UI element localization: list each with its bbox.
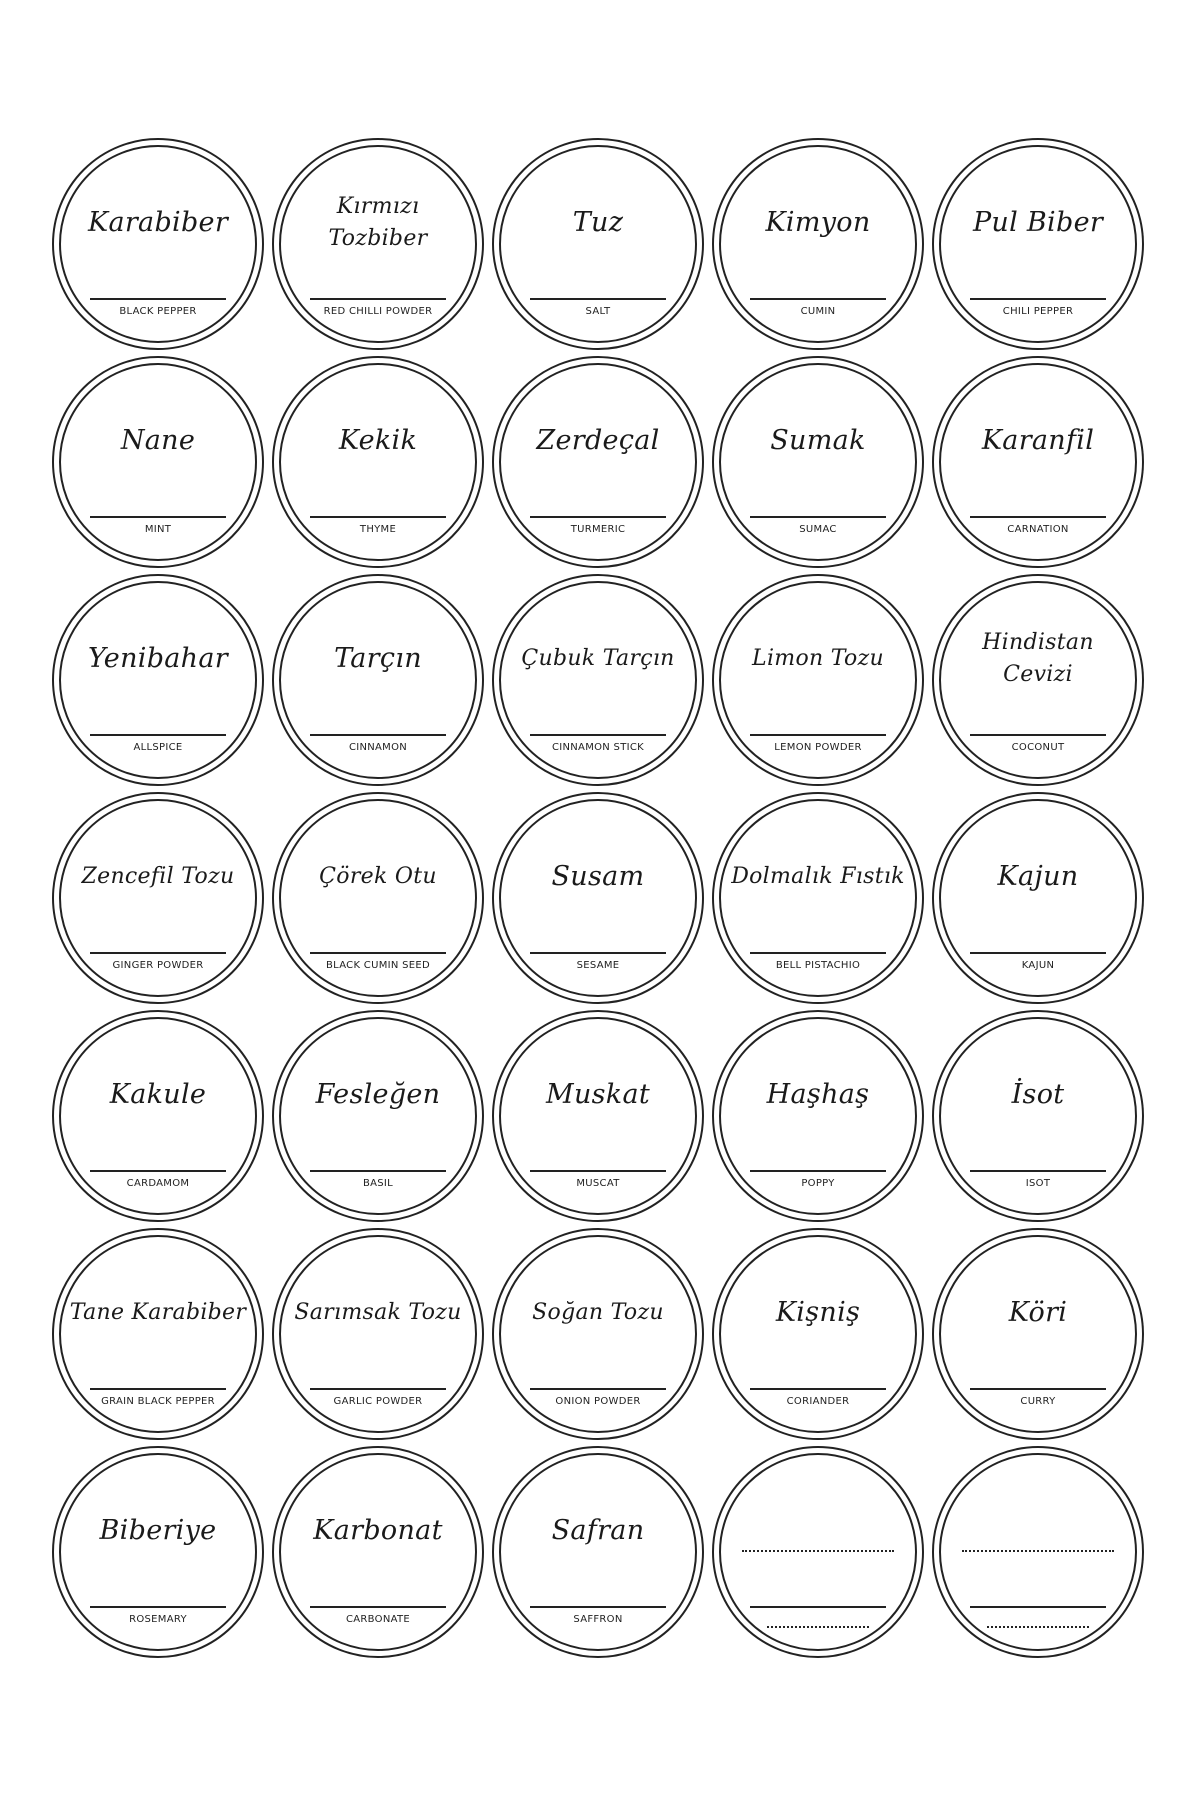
spice-label: [932, 1010, 1144, 1222]
divider-line: [310, 1388, 446, 1390]
divider-line: [530, 1170, 666, 1172]
spice-label: [492, 138, 704, 350]
spice-name-script: Çubuk Tarçın: [521, 646, 675, 671]
spice-label: [712, 574, 924, 786]
spice-name-english: CINNAMON: [348, 742, 408, 753]
spice-name-script: Tane Karabiber: [69, 1300, 247, 1325]
divider-line: [970, 952, 1106, 954]
spice-label: [492, 1446, 704, 1658]
spice-label: [52, 1010, 264, 1222]
spice-label: [932, 574, 1144, 786]
spice-name-english: LEMON POWDER: [774, 742, 862, 753]
divider-line: [750, 1388, 886, 1390]
spice-label: [272, 574, 484, 786]
spice-name-script: Haşhaş: [766, 1079, 870, 1110]
spice-label: [52, 356, 264, 568]
spice-label: [52, 138, 264, 350]
spice-name-english: SESAME: [576, 960, 620, 971]
divider-line: [90, 952, 226, 954]
blank-label: [932, 1446, 1144, 1658]
spice-label: [712, 1010, 924, 1222]
spice-name-script: Soğan Tozu: [532, 1300, 664, 1325]
blank-label: [712, 1446, 924, 1658]
spice-name-english: THYME: [359, 524, 397, 535]
spice-name-english: COCONUT: [1011, 742, 1065, 753]
divider-line: [970, 734, 1106, 736]
divider-line: [970, 1606, 1106, 1608]
divider-line: [90, 1606, 226, 1608]
spice-name-script: Biberiye: [99, 1515, 217, 1546]
spice-label: [492, 1010, 704, 1222]
spice-name-english: BLACK PEPPER: [119, 306, 197, 317]
divider-line: [530, 298, 666, 300]
spice-label: [52, 792, 264, 1004]
spice-name-english: TURMERIC: [570, 524, 626, 535]
spice-name-english: POPPY: [801, 1178, 835, 1189]
dotted-caption-line: [767, 1626, 869, 1628]
spice-label: [712, 138, 924, 350]
spice-label: [52, 574, 264, 786]
spice-name-script: Hindistan Cevizi: [982, 630, 1094, 687]
divider-line: [970, 298, 1106, 300]
spice-name-script: Karabiber: [87, 207, 229, 238]
spice-label: [272, 792, 484, 1004]
spice-name-script: Çörek Otu: [319, 864, 437, 889]
spice-name-english: BLACK CUMIN SEED: [325, 960, 431, 971]
inner-ring: [939, 1453, 1137, 1651]
spice-name-script: Kırmızı Tozbiber: [328, 194, 428, 251]
spice-name-script: Muskat: [546, 1079, 650, 1110]
spice-name-english: ONION POWDER: [555, 1396, 641, 1407]
spice-name-english: SALT: [585, 306, 611, 317]
spice-name-english: MINT: [144, 524, 172, 535]
divider-line: [90, 734, 226, 736]
dotted-writing-line: [742, 1550, 894, 1552]
dotted-writing-line: [962, 1550, 1114, 1552]
spice-label: [492, 792, 704, 1004]
spice-label: [272, 1446, 484, 1658]
divider-line: [970, 516, 1106, 518]
spice-label: [492, 1228, 704, 1440]
spice-label: [932, 138, 1144, 350]
divider-line: [90, 1170, 226, 1172]
divider-line: [530, 734, 666, 736]
divider-line: [90, 298, 226, 300]
spice-label: [52, 1446, 264, 1658]
spice-name-script: Kekik: [338, 425, 418, 456]
inner-ring: [719, 1453, 917, 1651]
divider-line: [530, 1606, 666, 1608]
divider-line: [310, 952, 446, 954]
spice-name-script: Zencefil Tozu: [81, 864, 235, 889]
spice-label: [272, 1228, 484, 1440]
spice-name-english: CUMIN: [800, 306, 836, 317]
spice-label: [492, 356, 704, 568]
divider-line: [530, 1388, 666, 1390]
spice-name-english: CORIANDER: [786, 1396, 850, 1407]
spice-name-script: Zerdeçal: [536, 425, 660, 456]
divider-line: [750, 516, 886, 518]
spice-name-english: CURRY: [1020, 1396, 1056, 1407]
spice-name-english: SUMAC: [799, 524, 837, 535]
spice-name-english: MUSCAT: [576, 1178, 620, 1189]
spice-name-english: KAJUN: [1021, 960, 1055, 971]
spice-label: [712, 1228, 924, 1440]
divider-line: [750, 952, 886, 954]
spice-name-english: BELL PISTACHIO: [775, 960, 861, 971]
spice-name-script: İsot: [1011, 1079, 1065, 1110]
spice-name-english: ALLSPICE: [133, 742, 183, 753]
dotted-caption-line: [987, 1626, 1089, 1628]
divider-line: [90, 516, 226, 518]
divider-line: [310, 1606, 446, 1608]
spice-name-script: Limon Tozu: [752, 646, 884, 671]
spice-name-english: GINGER POWDER: [112, 960, 204, 971]
spice-name-english: BASIL: [362, 1178, 394, 1189]
spice-name-english: GRAIN BLACK PEPPER: [101, 1396, 215, 1407]
spice-label: [932, 792, 1144, 1004]
spice-name-script: Köri: [1008, 1297, 1068, 1328]
spice-name-script: Tarçın: [334, 643, 422, 674]
divider-line: [750, 1170, 886, 1172]
divider-line: [970, 1388, 1106, 1390]
divider-line: [530, 516, 666, 518]
spice-name-script: Safran: [551, 1515, 645, 1546]
spice-name-english: RED CHILLI POWDER: [323, 306, 433, 317]
spice-name-script: Tuz: [572, 207, 624, 238]
spice-name-script: Fesleğen: [315, 1079, 441, 1110]
divider-line: [970, 1170, 1106, 1172]
spice-label: [712, 356, 924, 568]
spice-label: [492, 574, 704, 786]
divider-line: [750, 734, 886, 736]
spice-name-script: Nane: [120, 425, 196, 456]
spice-name-english: ISOT: [1025, 1178, 1051, 1189]
spice-name-english: SAFFRON: [573, 1614, 623, 1625]
spice-name-script: Kajun: [997, 861, 1079, 892]
spice-label: [52, 1228, 264, 1440]
spice-name-english: CARDAMOM: [126, 1178, 190, 1189]
spice-name-script: Dolmalık Fıstık: [731, 864, 905, 889]
spice-label: [712, 792, 924, 1004]
spice-name-english: CHILI PEPPER: [1002, 306, 1074, 317]
spice-name-script: Kimyon: [765, 207, 871, 238]
divider-line: [310, 734, 446, 736]
spice-name-script: Sarımsak Tozu: [294, 1300, 462, 1325]
spice-name-script: Karanfil: [981, 425, 1095, 456]
spice-label: [932, 1228, 1144, 1440]
divider-line: [530, 952, 666, 954]
spice-name-script: Yenibahar: [88, 643, 228, 674]
spice-name-script: Karbonat: [313, 1515, 443, 1546]
spice-name-english: CINNAMON STICK: [551, 742, 645, 753]
spice-label: [272, 1010, 484, 1222]
spice-name-script: Pul Biber: [972, 207, 1104, 238]
divider-line: [310, 1170, 446, 1172]
spice-name-english: ROSEMARY: [129, 1614, 187, 1625]
spice-name-english: CARBONATE: [346, 1614, 410, 1625]
spice-name-english: CARNATION: [1007, 524, 1069, 535]
divider-line: [750, 1606, 886, 1608]
divider-line: [750, 298, 886, 300]
spice-name-script: Sumak: [770, 425, 866, 456]
spice-name-script: Susam: [551, 861, 645, 892]
divider-line: [310, 516, 446, 518]
spice-name-script: Kişniş: [775, 1297, 861, 1328]
divider-line: [90, 1388, 226, 1390]
spice-name-english: GARLIC POWDER: [333, 1396, 423, 1407]
divider-line: [310, 298, 446, 300]
spice-label: [932, 356, 1144, 568]
spice-name-script: Kakule: [109, 1079, 207, 1110]
spice-label: [272, 356, 484, 568]
spice-label: [272, 138, 484, 350]
